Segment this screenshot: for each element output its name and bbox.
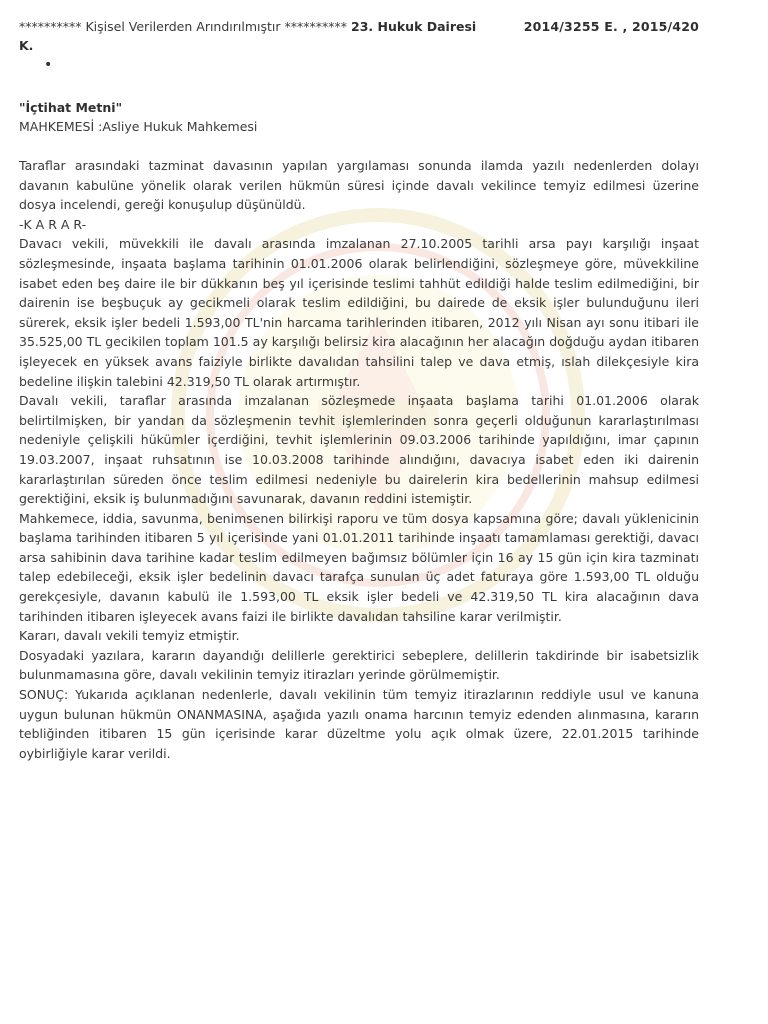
paragraph-conclusion: SONUÇ: Yukarıda açıklanan nedenlerle, davalı vekilinin tüm temyiz itirazlarının reddiyle usul ve kanuna uygun bulunan hükmün ONANMASINA, aşağıda yazılı onama harcının temyiz edenden alınmasına, kararın tebliğinden itibaren 15 gün içerisinde karar düzeltme yolu açık olmak üzere, 22.01.2015 tarihinde oybirliğiyle karar verildi. bbox=[19, 687, 699, 761]
header-left bbox=[19, 18, 476, 36]
paragraph-intro: Taraflar arasındaki tazminat davasının yapılan yargılaması sonunda ilamda yazılı nedenlerden dolayı davanın kabulüne yönelik olarak verilen hükmün süresi içinde davalı vekilince temyiz edilmesi üzerine dosya incelendi, gereği konuşulup düşünüldü. bbox=[19, 158, 699, 213]
decision-text bbox=[19, 156, 699, 763]
paragraph-defendant-defense: Davalı vekili, taraflar arasında imzalanan sözleşmede inşaata başlama tarihi 01.01.2006 olarak belirtilmişken, bir yandan da sözleşmenin tevhit işlemlerinden sonra geçerli olduğunun kararlaştırılması nedeniyle çelişkili hükümler içerdiğini, tevhit işlemlerinin 09.03.2006 tarihinde yapıldığını, imar çapının 19.03.2007, inşaat ruhsatının ise 10.03.2008 tarihinde alındığını, davacıya isabet eden iki dairenin kararlaştırılan süreden önce teslim edilmesi nedeniyle bu dairelerin kira bedellerinin mahsup edilmesi gerektiğini, eksik iş bulunmadığını savunarak, davanın reddini istemiştir. bbox=[19, 393, 699, 507]
case-number: 2014/3255 E. , 2015/420 bbox=[523, 19, 699, 34]
anonymization-note: ********** Kişisel Verilerden Arındırılmıştır ********** bbox=[19, 19, 347, 34]
case-number-suffix: K. bbox=[19, 38, 34, 53]
document-page bbox=[19, 18, 699, 763]
paragraph-karar-heading: -K A R A R- bbox=[19, 216, 87, 232]
document-title: "İçtihat Metni" bbox=[19, 100, 123, 115]
court-name: MAHKEMESİ :Asliye Hukuk Mahkemesi bbox=[19, 119, 258, 134]
bullet-point bbox=[19, 56, 699, 78]
paragraph-evaluation: Dosyadaki yazılara, kararın dayandığı delillerle gerektirici sebeplere, delillerin takdirinde bir isabetsizlik bulunmamasına göre, davalı vekilinin temyiz itirazları yerinde görülmemiştir. bbox=[19, 647, 699, 683]
paragraph-appeal: Kararı, davalı vekili temyiz etmiştir. bbox=[19, 628, 240, 644]
document-header bbox=[19, 18, 699, 36]
paragraph-plaintiff-claim: Davacı vekili, müvekkili ile davalı arasında imzalanan 27.10.2005 tarihli arsa payı karşılığı inşaat sözleşmesinde, inşaata başlama tarihinin 01.01.2006 olarak belirlendiğini, sözleşmeye göre, müvekkiline isabet eden beş daire ile bir dükkanın beş yıl içerisinde teslimi tahhüt edildiği halde teslim edilmediğini, bir dairenin ise beşbuçuk ay gecikmeli olarak teslim edildiğini, bu dairede de eksik işler bulunduğunu ileri sürerek, eksik işler bedeli 1.593,00 TL'nin harcama tarihlerinden itibaren, 2012 yılı Nisan ayı sonu itibari ile 35.525,00 TL gecikilen toplam 101.5 ay karşılığı belirsiz kira alacağının her alacağın doğduğu aydan itibaren işleyecek en yüksek avans faiziyle birlikte davalıdan tahsilini talep ve dava etmiş, ıslah dilekçesiyle kira bedeline ilişkin talebini 42.319,50 TL olarak artırmıştır. bbox=[19, 236, 699, 389]
bullet-icon: • bbox=[44, 57, 53, 73]
paragraph-court-ruling: Mahkemece, iddia, savunma, benimsenen bilirkişi raporu ve tüm dosya kapsamına göre; davalı yüklenicinin başlama tarihinden itibaren 5 yıl içerisinde yani 01.01.2011 tarihinde inşaatı tamamlaması gerektiği, davacı arsa sahibinin dava tarihine kadar teslim edilmeyen bağımsız bölümler için 16 ay 15 gün için kira tazminatı talep edebileceği, eksik işler bedelinin davacı tarafça sunulan üç adet faturaya göre 1.593,00 TL olduğu gerekçesiyle, davanın kabulü ile 1.593,00 TL eksik işler bedeli ve 42.319,50 TL kira alacağının dava tarihinden itibaren işleyecek avans faizi ile birlikte davalıdan tahsiline karar verilmiştir. bbox=[19, 510, 699, 624]
court-chamber: 23. Hukuk Dairesi bbox=[351, 19, 477, 34]
